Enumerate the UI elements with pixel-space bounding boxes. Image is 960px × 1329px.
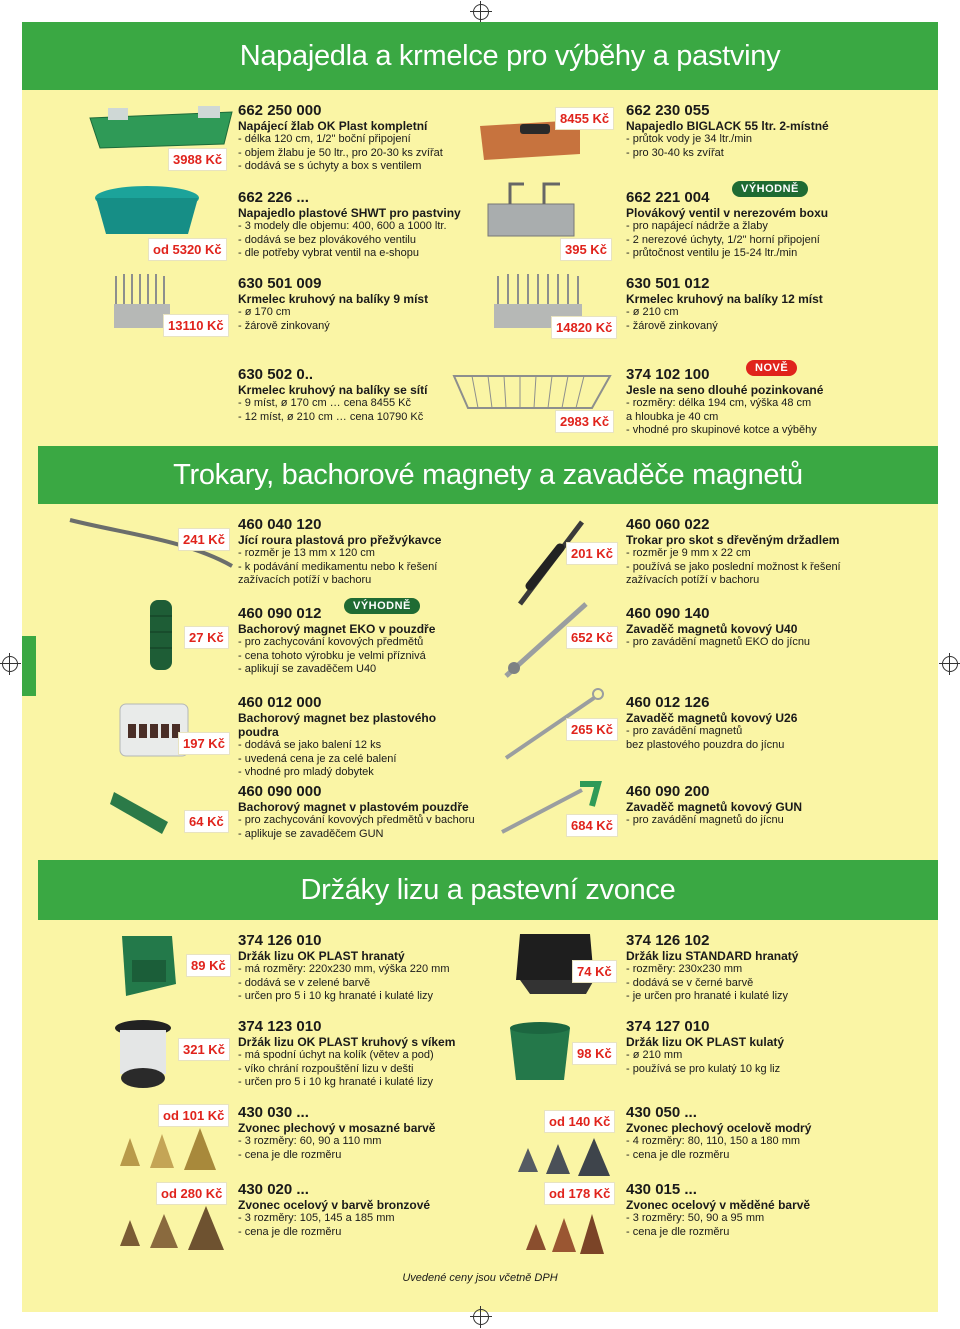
section-title-2: Trokary, bachorové magnety a zavaděče magnetů [38,446,938,504]
product-detail: - aplikuje se zavaděčem GUN [238,827,384,840]
product-name: Jesle na seno dlouhé pozinkované [626,383,824,397]
product-name: Napajedlo plastové SHWT pro pastviny [238,206,461,220]
product-detail: - dodává se jako balení 12 ks [238,739,382,751]
product-detail: - ø 210 mm [626,1049,683,1061]
product-detail: - cena je dle rozměru [238,1225,342,1238]
badge-vyhodne: VÝHODNĚ [732,181,808,197]
product-name: Jící roura plastová pro přežvýkavce [238,533,442,547]
product-detail: - 9 míst, ø 170 cm … cena 8455 Kč [238,397,412,409]
product-detail: zažívacích potíží v bachoru [626,574,760,586]
product-detail: - víko chrání rozpouštění lizu v dešti [238,1062,414,1075]
lick-holder-square-image [116,930,182,1002]
price-tag: 201 Kč [566,542,618,565]
product-detail: - pro zachycování kovových předmětů [238,636,424,648]
price-tag: 13110 Kč [163,314,229,337]
price-tag: od 101 Kč [158,1104,229,1127]
price-tag: 3988 Kč [168,148,227,171]
product-detail: - rozměry: délka 194 cm, výška 48 cm [626,397,812,409]
product-detail: - dle potřeby vybrat ventil na e-shopu [238,247,419,259]
section-title-1: Napajedla a krmelce pro výběhy a pastviny [22,22,938,90]
price-tag: 27 Kč [184,626,229,649]
product-name: Zavaděč magnetů kovový GUN [626,800,803,814]
product-name: Plovákový ventil v nerezovém boxu [626,206,829,220]
product-name: Krmelec kruhový na balíky se sítí [238,383,428,397]
price-tag: 684 Kč [566,814,618,837]
product-code: 460 090 200 [626,783,710,800]
product-630-501-009 [238,275,478,333]
price-tag: od 280 Kč [156,1182,227,1205]
product-code: 430 030 ... [238,1104,309,1121]
product-662-221-004 [626,189,866,261]
product-code: 430 050 ... [626,1104,697,1121]
price-tag: 64 Kč [184,810,229,833]
product-630-502 [238,366,478,424]
lick-holder-round-image [112,1016,174,1092]
product-460-060-022 [626,516,866,588]
product-name: Držák lizu STANDARD hranatý [626,949,799,963]
product-detail: - uvedená cena je za celé balení [238,752,397,765]
price-tag: 197 Kč [178,732,230,755]
product-detail: - průtočnost ventilu je 15-24 ltr./min [626,247,798,259]
product-name: Držák lizu OK PLAST hranatý [238,949,405,963]
product-detail: bez plastového pouzdra do jícnu [626,738,785,751]
product-detail: - dodává se v černé barvě [626,976,754,989]
price-tag: 265 Kč [566,718,618,741]
price-tag: od 140 Kč [544,1110,615,1133]
product-374-123-010 [238,1018,478,1090]
product-code: 662 226 ... [238,189,309,206]
product-detail: - cena je dle rozměru [238,1148,342,1161]
product-detail: - délka 120 cm, 1/2" boční připojení [238,133,411,145]
product-detail: - dodává se bez plovákového ventilu [238,233,416,246]
lick-holder-oval-image [504,1018,578,1094]
product-detail: - dodává se v zelené barvě [238,976,371,989]
registration-mark-left [2,656,18,672]
product-code: 460 012 000 [238,694,322,711]
product-detail: - 4 rozměry: 80, 110, 150 a 180 mm [626,1135,801,1147]
water-tank-image [92,182,202,240]
price-tag: od 178 Kč [544,1182,615,1205]
product-430-020 [238,1181,478,1239]
product-430-030 [238,1104,478,1162]
product-detail: - používá se pro kulatý 10 kg liz [626,1062,781,1075]
product-name: Bachorový magnet bez plastového poudra [238,711,437,739]
price-note: Uvedené ceny jsou včetně DPH [402,1272,558,1284]
product-code: 662 230 055 [626,102,710,119]
product-code: 374 126 102 [626,932,710,949]
product-name: Bachorový magnet EKO v pouzdře [238,622,436,636]
product-detail: - objem žlabu je 50 ltr., pro 20-30 ks zvířat [238,146,443,159]
product-detail: - určen pro 5 i 10 kg hranaté i kulaté lizy [238,1076,434,1088]
price-tag: 395 Kč [560,238,612,261]
product-name: Napajedlo BIGLACK 55 ltr. 2-místné [626,119,829,133]
product-detail: - 12 míst, ø 210 cm … cena 10790 Kč [238,410,424,423]
product-code: 460 040 120 [238,516,322,533]
product-detail: - vhodné pro mladý dobytek [238,766,374,778]
product-name: Krmelec kruhový na balíky 12 míst [626,292,823,306]
product-name: Držák lizu OK PLAST kulatý [626,1035,785,1049]
product-detail: - cena je dle rozměru [626,1225,730,1238]
product-code: 430 020 ... [238,1181,309,1198]
product-name: Zavaděč magnetů kovový U40 [626,622,798,636]
section-title-3: Držáky lizu a pastevní zvonce [38,860,938,920]
product-630-501-012 [626,275,866,333]
product-430-015 [626,1181,866,1239]
product-code: 630 502 0.. [238,366,314,383]
product-detail: - pro zavádění magnetů EKO do jícnu [626,636,811,648]
product-code: 662 250 000 [238,102,322,119]
product-detail: - má rozměry: 220x230 mm, výška 220 mm [238,963,450,975]
product-detail: - rozměr je 9 mm x 22 cm [626,547,751,559]
product-detail: - aplikují se zavaděčem U40 [238,663,377,675]
product-detail: - pro 30-40 ks zvířat [626,146,724,159]
price-tag: 652 Kč [566,626,618,649]
product-detail: - ø 210 cm [626,306,679,318]
product-detail: - 3 rozměry: 105, 145 a 185 mm [238,1212,395,1224]
product-374-102-100 [626,366,866,438]
eko-magnet-image [146,596,176,674]
product-374-127-010 [626,1018,866,1076]
product-detail: - ø 170 cm [238,306,291,318]
product-name: Zvonec plechový v mosazné barvě [238,1121,436,1135]
product-detail: - 3 modely dle objemu: 400, 600 a 1000 ltr. [238,220,447,232]
product-code: 374 126 010 [238,932,322,949]
price-tag: 321 Kč [178,1038,230,1061]
price-tag: 2983 Kč [555,410,614,433]
product-code: 430 015 ... [626,1181,697,1198]
product-detail: - pro zavádění magnetů [626,725,743,737]
product-detail: - rozměr je 13 mm x 120 cm [238,547,375,559]
product-code: 460 090 012 [238,605,322,622]
product-430-050 [626,1104,866,1162]
product-code: 460 012 126 [626,694,710,711]
product-name: Trokar pro skot s dřevěným držadlem [626,533,840,547]
product-detail: - rozměry: 230x230 mm [626,963,743,975]
product-detail: - určen pro 5 i 10 kg hranaté i kulaté lizy [238,990,434,1002]
product-detail: - vhodné pro skupinové kotce a výběhy [626,424,817,436]
product-detail: - 3 rozměry: 60, 90 a 110 mm [238,1135,382,1147]
product-detail: - žárově zinkovaný [626,319,718,332]
product-name: Zavaděč magnetů kovový U26 [626,711,798,725]
product-460-012-000 [238,694,478,780]
product-code: 460 060 022 [626,516,710,533]
product-460-012-126 [626,694,866,752]
product-detail: - je určen pro hranaté i kulaté lizy [626,990,789,1002]
product-name: Napájecí žlab OK Plast kompletní [238,119,428,133]
product-name: Bachorový magnet v plastovém pouzdře [238,800,469,814]
product-662-250-000 [238,102,478,174]
price-tag: 14820 Kč [551,316,617,339]
product-name: Zvonec plechový ocelově modrý [626,1121,812,1135]
copper-bells-image [520,1202,608,1256]
product-460-090-200 [626,783,866,828]
product-detail: - pro zavádění magnetů do jícnu [626,814,784,826]
product-code: 630 501 012 [626,275,710,292]
product-detail: - cena tohoto výrobku je velmi příznivá [238,649,426,662]
product-662-230-055 [626,102,866,160]
steel-blue-bells-image [512,1126,612,1178]
product-460-090-012 [238,605,478,677]
price-tag: 241 Kč [178,528,230,551]
price-tag: 74 Kč [572,960,617,983]
trough-image [88,104,234,152]
product-name: Zvonec ocelový v měděné barvě [626,1198,811,1212]
product-374-126-102 [626,932,866,1004]
product-detail: zažívacích potíží v bachoru [238,574,372,586]
product-code: 630 501 009 [238,275,322,292]
product-detail: - 2 nerezové úchyty, 1/2" horní připojení [626,233,820,246]
product-460-090-000 [238,783,478,841]
badge-nove: NOVĚ [746,360,797,376]
product-code: 662 221 004 [626,189,710,206]
product-374-126-010 [238,932,478,1004]
product-detail: - průtok vody je 34 ltr./min [626,133,752,145]
product-code: 374 102 100 [626,366,710,383]
product-detail: - pro zachycování kovových předmětů v bachoru [238,814,475,826]
product-detail: - cena je dle rozměru [626,1148,730,1161]
product-code: 460 090 140 [626,605,710,622]
product-name: Krmelec kruhový na balíky 9 míst [238,292,429,306]
plastic-magnet-image [108,778,182,838]
product-code: 374 127 010 [626,1018,710,1035]
product-code: 460 090 000 [238,783,322,800]
product-460-090-140 [626,605,866,650]
product-detail: a hloubka je 40 cm [626,410,719,423]
product-name: Držák lizu OK PLAST kruhový s víkem [238,1035,456,1049]
product-detail: - k podávání medikamentu nebo k řešení [238,560,438,573]
registration-mark-bottom [473,1309,489,1325]
product-detail: - 3 rozměry: 50, 90 a 95 mm [626,1212,765,1224]
price-tag: 8455 Kč [555,107,614,130]
product-662-226 [238,189,478,261]
badge-vyhodne: VÝHODNĚ [344,598,420,614]
product-detail: - pro napájecí nádrže a žlaby [626,220,768,232]
product-detail: - dodává se s úchyty a box s ventilem [238,160,422,172]
product-name: Zvonec ocelový v barvě bronzové [238,1198,431,1212]
product-460-040-120 [238,516,478,588]
product-detail: - používá se jako poslední možnost k řešení [626,560,841,573]
registration-mark-top [473,4,489,20]
registration-mark-right [942,656,958,672]
product-code: 374 123 010 [238,1018,322,1035]
price-tag: od 5320 Kč [148,238,227,261]
product-detail: - žárově zinkovaný [238,319,330,332]
side-tab [22,636,36,696]
product-detail: - má spodní úchyt na kolík (větev a pod) [238,1049,434,1061]
price-tag: 98 Kč [572,1042,617,1065]
price-tag: 89 Kč [186,954,231,977]
